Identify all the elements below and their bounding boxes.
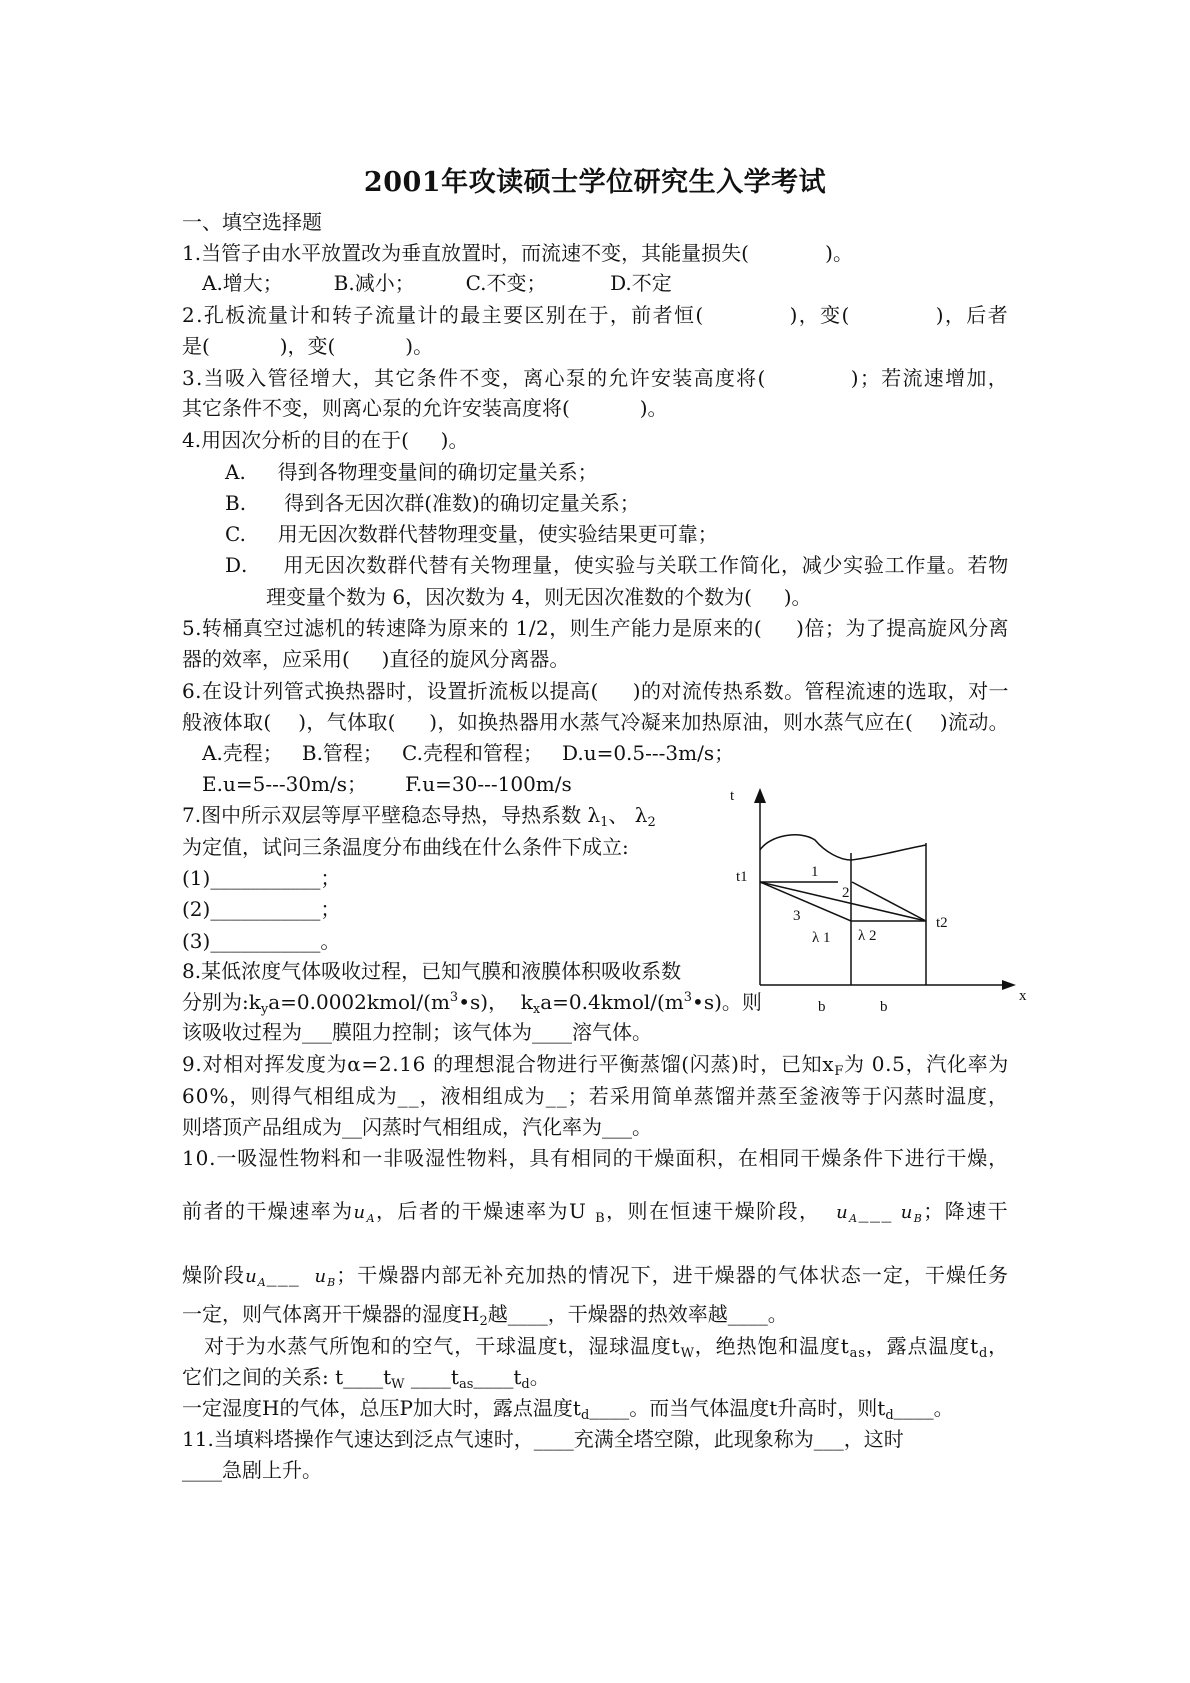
y-axis-arrow-icon <box>754 788 766 803</box>
curve-1-label: 1 <box>811 864 819 880</box>
subscript: d <box>521 1377 530 1392</box>
curve-1-second-segment <box>852 882 926 921</box>
subscript: 2 <box>647 815 656 830</box>
lambda1-label: λ 1 <box>812 930 831 946</box>
text-segment: E.u=5---30m/s； F.u=30---100m/s <box>202 772 572 796</box>
text-segment: (2)___________； <box>182 897 341 921</box>
text-segment: 3.当吸入管径增大，其它条件不变，离心泵的允许安装高度将( )；若流速增加， <box>182 366 1009 390</box>
text-segment: A. 得到各物理变量间的确切定量关系； <box>225 460 598 484</box>
text-segment: 8.某低浓度气体吸收过程，已知气膜和液膜体积吸收系数 <box>182 959 682 983</box>
text-segment: 般液体取( )，气体取( )，如换热器用水蒸气冷凝来加热原油，则水蒸气应在( )流动。 <box>182 710 1009 734</box>
subscript: as <box>849 1346 866 1361</box>
upper-curve <box>760 835 926 860</box>
text-segment: ___ <box>266 1263 315 1287</box>
text-segment: ；降速干 <box>923 1199 1010 1223</box>
thickness-label-1: b <box>818 999 826 1015</box>
variable-symbol: u <box>353 1202 367 1223</box>
text-segment: 为 0.5，汽化率为 <box>844 1052 1009 1076</box>
text-segment: 对于为水蒸气所饱和的空气，干球温度t，湿球温度t <box>204 1334 681 1358</box>
text-segment: 一定，则气体离开干燥器的湿度H <box>182 1302 480 1326</box>
text-segment: ，绝热饱和温度t <box>694 1334 850 1358</box>
subscript: d <box>978 1346 989 1361</box>
subscript: as <box>458 1377 474 1392</box>
x-axis-arrow-icon <box>1002 980 1016 990</box>
page-title: 2001年攻读硕士学位研究生入学考试 <box>363 167 827 198</box>
text-segment: 则塔顶产品组成为__闪蒸时气相组成，汽化率为___。 <box>182 1115 652 1139</box>
subscript: A <box>366 1212 376 1225</box>
variable-symbol: u <box>314 1266 328 1287</box>
superscript: 3 <box>449 990 459 1005</box>
subscript: d <box>580 1408 590 1423</box>
subscript: W <box>680 1346 695 1361</box>
x-axis-label: x <box>1019 988 1027 1004</box>
text-segment: ____。而当气体温度t升高时，则t <box>589 1396 886 1420</box>
text-segment: 一定湿度H的气体，总压P加大时，露点温度t <box>182 1396 581 1420</box>
text-segment: 器的效率，应采用( )直径的旋风分离器。 <box>182 647 570 671</box>
text-segment: 前者的干燥速率为 <box>182 1199 354 1223</box>
lambda2-label: λ 2 <box>858 928 877 944</box>
text-segment: •s)。则 <box>692 990 762 1014</box>
variable-symbol: u <box>245 1266 258 1287</box>
text-segment: 11.当填料塔操作气速达到泛点气速时，____充满全塔空隙，此现象称为___，这时 <box>182 1427 904 1451</box>
subscript: 1 <box>600 815 609 830</box>
text-segment: 2.孔板流量计和转子流量计的最主要区别在于，前者恒( )，变( )，后者 <box>182 303 1009 327</box>
text-segment: 7.图中所示双层等厚平壁稳态导热，导热系数 λ <box>182 803 601 827</box>
text-segment: B. 得到各无因次群(准数)的确切定量关系； <box>225 491 640 515</box>
text-segment: (3)___________。 <box>182 929 341 953</box>
subscript: B <box>913 1212 924 1225</box>
text-segment: ，则在恒速干燥阶段， <box>606 1199 837 1223</box>
text-segment: 4.用因次分析的目的在于( )。 <box>182 428 469 452</box>
subscript: A <box>849 1212 859 1225</box>
text-segment: •s)， k <box>458 990 533 1014</box>
text-segment: 其它条件不变，则离心泵的允许安装高度将( )。 <box>182 396 668 420</box>
text-segment: ___ <box>858 1199 901 1223</box>
subscript: B <box>327 1276 337 1289</box>
text-segment: a=0.4kmol/(m <box>540 990 684 1014</box>
text-segment: 分别为:k <box>182 990 261 1014</box>
text-segment: 5.转桶真空过滤机的转速降为原来的 1/2，则生产能力是原来的( )倍；为了提高旋风分离 <box>182 616 1009 640</box>
text-segment: ____t <box>404 1365 459 1389</box>
text-segment: ____急剧上升。 <box>182 1458 322 1482</box>
subscript: F <box>834 1064 845 1079</box>
text-segment: ；干燥器内部无补充加热的情况下，进干燥器的气体状态一定，干燥任务 <box>336 1263 1010 1287</box>
subscript: W <box>391 1377 405 1392</box>
subscript: A <box>257 1276 267 1289</box>
subscript: 2 <box>479 1314 488 1329</box>
text-segment: 是( )，变( )。 <box>182 334 434 358</box>
t2-label: t2 <box>936 915 948 931</box>
subscript: d <box>885 1408 894 1423</box>
text-segment: 燥阶段 <box>182 1263 246 1287</box>
text-segment: 越____，干燥器的热效率越____。 <box>487 1302 788 1326</box>
text-segment: ____t <box>473 1365 522 1389</box>
text-segment: 为定值，试问三条温度分布曲线在什么条件下成立: <box>182 835 629 859</box>
text-segment: 该吸收过程为___膜阻力控制；该气体为____溶气体。 <box>182 1020 652 1044</box>
text-segment: A.壳程； B.管程； C.壳程和管程； D.u=0.5---3m/s； <box>202 741 735 765</box>
curve-2-label: 2 <box>842 885 850 901</box>
variable-symbol: u <box>836 1202 850 1223</box>
subscript: x <box>532 1002 541 1017</box>
text-segment: 一、填空选择题 <box>182 210 322 234</box>
text-segment: ，露点温度t <box>865 1334 979 1358</box>
subscript: B <box>595 1211 607 1226</box>
text-segment: 、 λ <box>608 803 648 827</box>
superscript: 3 <box>683 990 693 1005</box>
text-segment: 理变量个数为 6，因次数为 4，则无因次准数的个数为( )。 <box>266 585 812 609</box>
text-segment: ， <box>988 1334 1010 1358</box>
text-segment: 6.在设计列管式换热器时，设置折流板以提高( )的对流传热系数。管程流速的选取，对一 <box>182 679 1009 703</box>
thickness-label-2: b <box>880 999 888 1015</box>
text-segment: 10.一吸湿性物料和一非吸湿性物料，具有相同的干燥面积，在相同干燥条件下进行干燥， <box>182 1146 1009 1170</box>
text-segment: C. 用无因次数群代替物理变量，使实验结果更可靠； <box>225 522 718 546</box>
text-segment: a=0.0002kmol/(m <box>268 990 450 1014</box>
text-segment: A.增大； B.减小； C.不变； D.不定 <box>202 271 672 295</box>
text-segment: 9.对相对挥发度为α=2.16 的理想混合物进行平衡蒸馏(闪蒸)时，已知x <box>182 1052 835 1076</box>
text-segment: 。 <box>529 1365 550 1389</box>
text-segment: 它们之间的关系: t____t <box>182 1365 392 1389</box>
y-axis-label: t <box>730 788 735 804</box>
text-segment: 60%，则得气相组成为__，液相组成为__；若采用简单蒸馏并蒸至釜液等于闪蒸时温度， <box>182 1084 1009 1108</box>
text-segment: ____。 <box>893 1396 954 1420</box>
variable-symbol: u <box>900 1202 914 1223</box>
text-segment: (1)___________； <box>182 866 341 890</box>
text-segment: 1.当管子由水平放置改为垂直放置时，而流速不变，其能量损失( )。 <box>182 241 853 265</box>
subscript: y <box>260 1002 269 1017</box>
text-segment: ，后者的干燥速率为U <box>375 1199 596 1223</box>
curve-3-label: 3 <box>793 908 801 924</box>
t1-label: t1 <box>736 869 748 885</box>
text-segment: D. 用无因次数群代替有关物理量，使实验与关联工作简化，减少实验工作量。若物 <box>225 553 1009 577</box>
